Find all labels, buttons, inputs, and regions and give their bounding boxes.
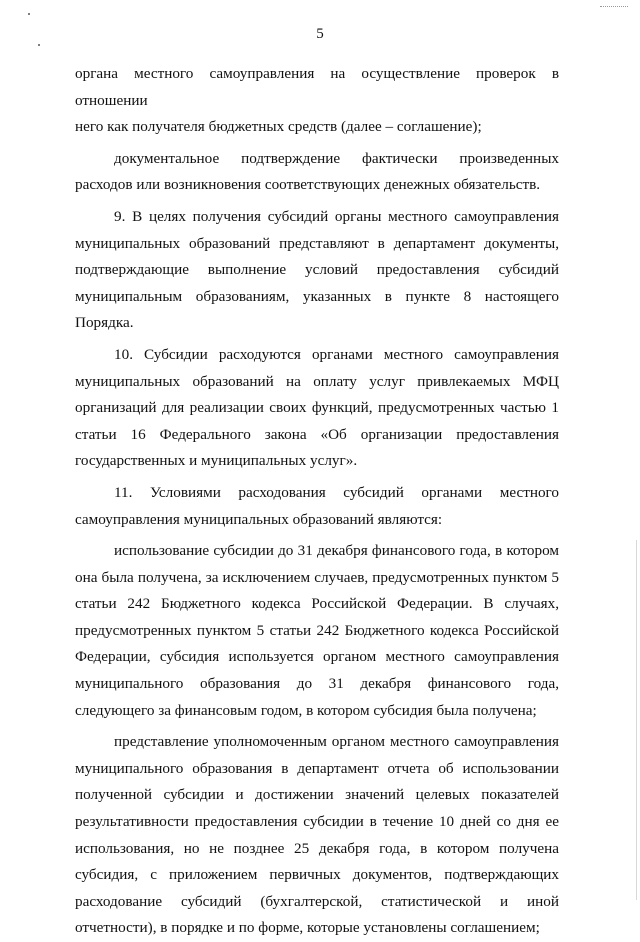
text-line: статьи 16 Федерального закона «Об организации предоставления	[75, 425, 559, 443]
text-line: него как получателя бюджетных средств (далее – соглашение);	[75, 118, 482, 136]
text-line: 9. В целях получения субсидий органы местного самоуправления	[114, 207, 559, 225]
text-line: предусмотренных пунктом 5 статьи 242 Бюджетного кодекса Российской	[75, 621, 559, 639]
text-line: организаций для реализации своих функций, предусмотренных частью 1	[75, 399, 559, 417]
text-line: расходование субсидий (бухгалтерской, статистической и иной	[75, 892, 559, 910]
text-line: 11. Условиями расходования субсидий органами местного	[114, 483, 559, 501]
text-line: документальное подтверждение фактически произведенных	[114, 149, 559, 167]
document-body	[75, 61, 559, 942]
text-line: муниципальным образованиям, указанных в пункте 8 настоящего Порядка.	[75, 287, 559, 332]
paragraph	[75, 538, 559, 724]
paragraph	[75, 204, 559, 337]
scan-speck	[28, 13, 30, 15]
text-line: самоуправления муниципальных образований являются:	[75, 510, 443, 528]
text-line: муниципальных образований на оплату услуг привлекаемых МФЦ	[75, 372, 559, 390]
text-line: представление уполномоченным органом местного самоуправления	[114, 733, 559, 751]
text-line: субсидия, с приложением первичных документов, подтверждающих	[75, 866, 559, 884]
scan-edge-line	[636, 540, 637, 900]
text-line: результативности предоставления субсидии в течение 10 дней со дня ее	[75, 813, 559, 831]
text-line: она была получена, за исключением случаев, предусмотренных пунктом 5	[75, 568, 559, 586]
paragraph	[75, 480, 559, 533]
paragraph	[75, 729, 559, 942]
text-line: использование субсидии до 31 декабря финансового года, в котором	[114, 542, 559, 560]
text-line: муниципальных образований представляют в департамент документы,	[75, 234, 559, 252]
text-line: полученной субсидии и достижении значений целевых показателей	[75, 786, 559, 804]
page-number: 5	[316, 26, 324, 42]
paragraph	[75, 146, 559, 199]
text-line: отчетности), в порядке и по форме, которые установлены соглашением;	[75, 919, 540, 937]
text-line: Федерации, субсидия используется органом местного самоуправления	[75, 648, 559, 666]
text-line: статьи 242 Бюджетного кодекса Российской Федерации. В случаях,	[75, 595, 559, 613]
text-line: следующего за финансовым годом, в котором субсидия была получена;	[75, 701, 537, 719]
text-line: государственных и муниципальных услуг».	[75, 452, 358, 470]
scan-speck	[38, 44, 40, 46]
text-line: муниципального образования в департамент отчета об использовании	[75, 759, 559, 777]
text-line: подтверждающие выполнение условий предоставления субсидий	[75, 261, 559, 279]
text-line: использования, но не позднее 25 декабря года, в котором получена	[75, 839, 559, 857]
text-line: органа местного самоуправления на осуществление проверок в отношении	[75, 65, 559, 109]
scan-artifact-mark	[600, 6, 628, 8]
text-line: 10. Субсидии расходуются органами местного самоуправления	[114, 345, 559, 363]
text-line: муниципального образования до 31 декабря финансового года,	[75, 675, 559, 693]
text-line: расходов или возникновения соответствующих денежных обязательств.	[75, 176, 541, 194]
paragraph	[75, 61, 559, 141]
paragraph	[75, 342, 559, 475]
